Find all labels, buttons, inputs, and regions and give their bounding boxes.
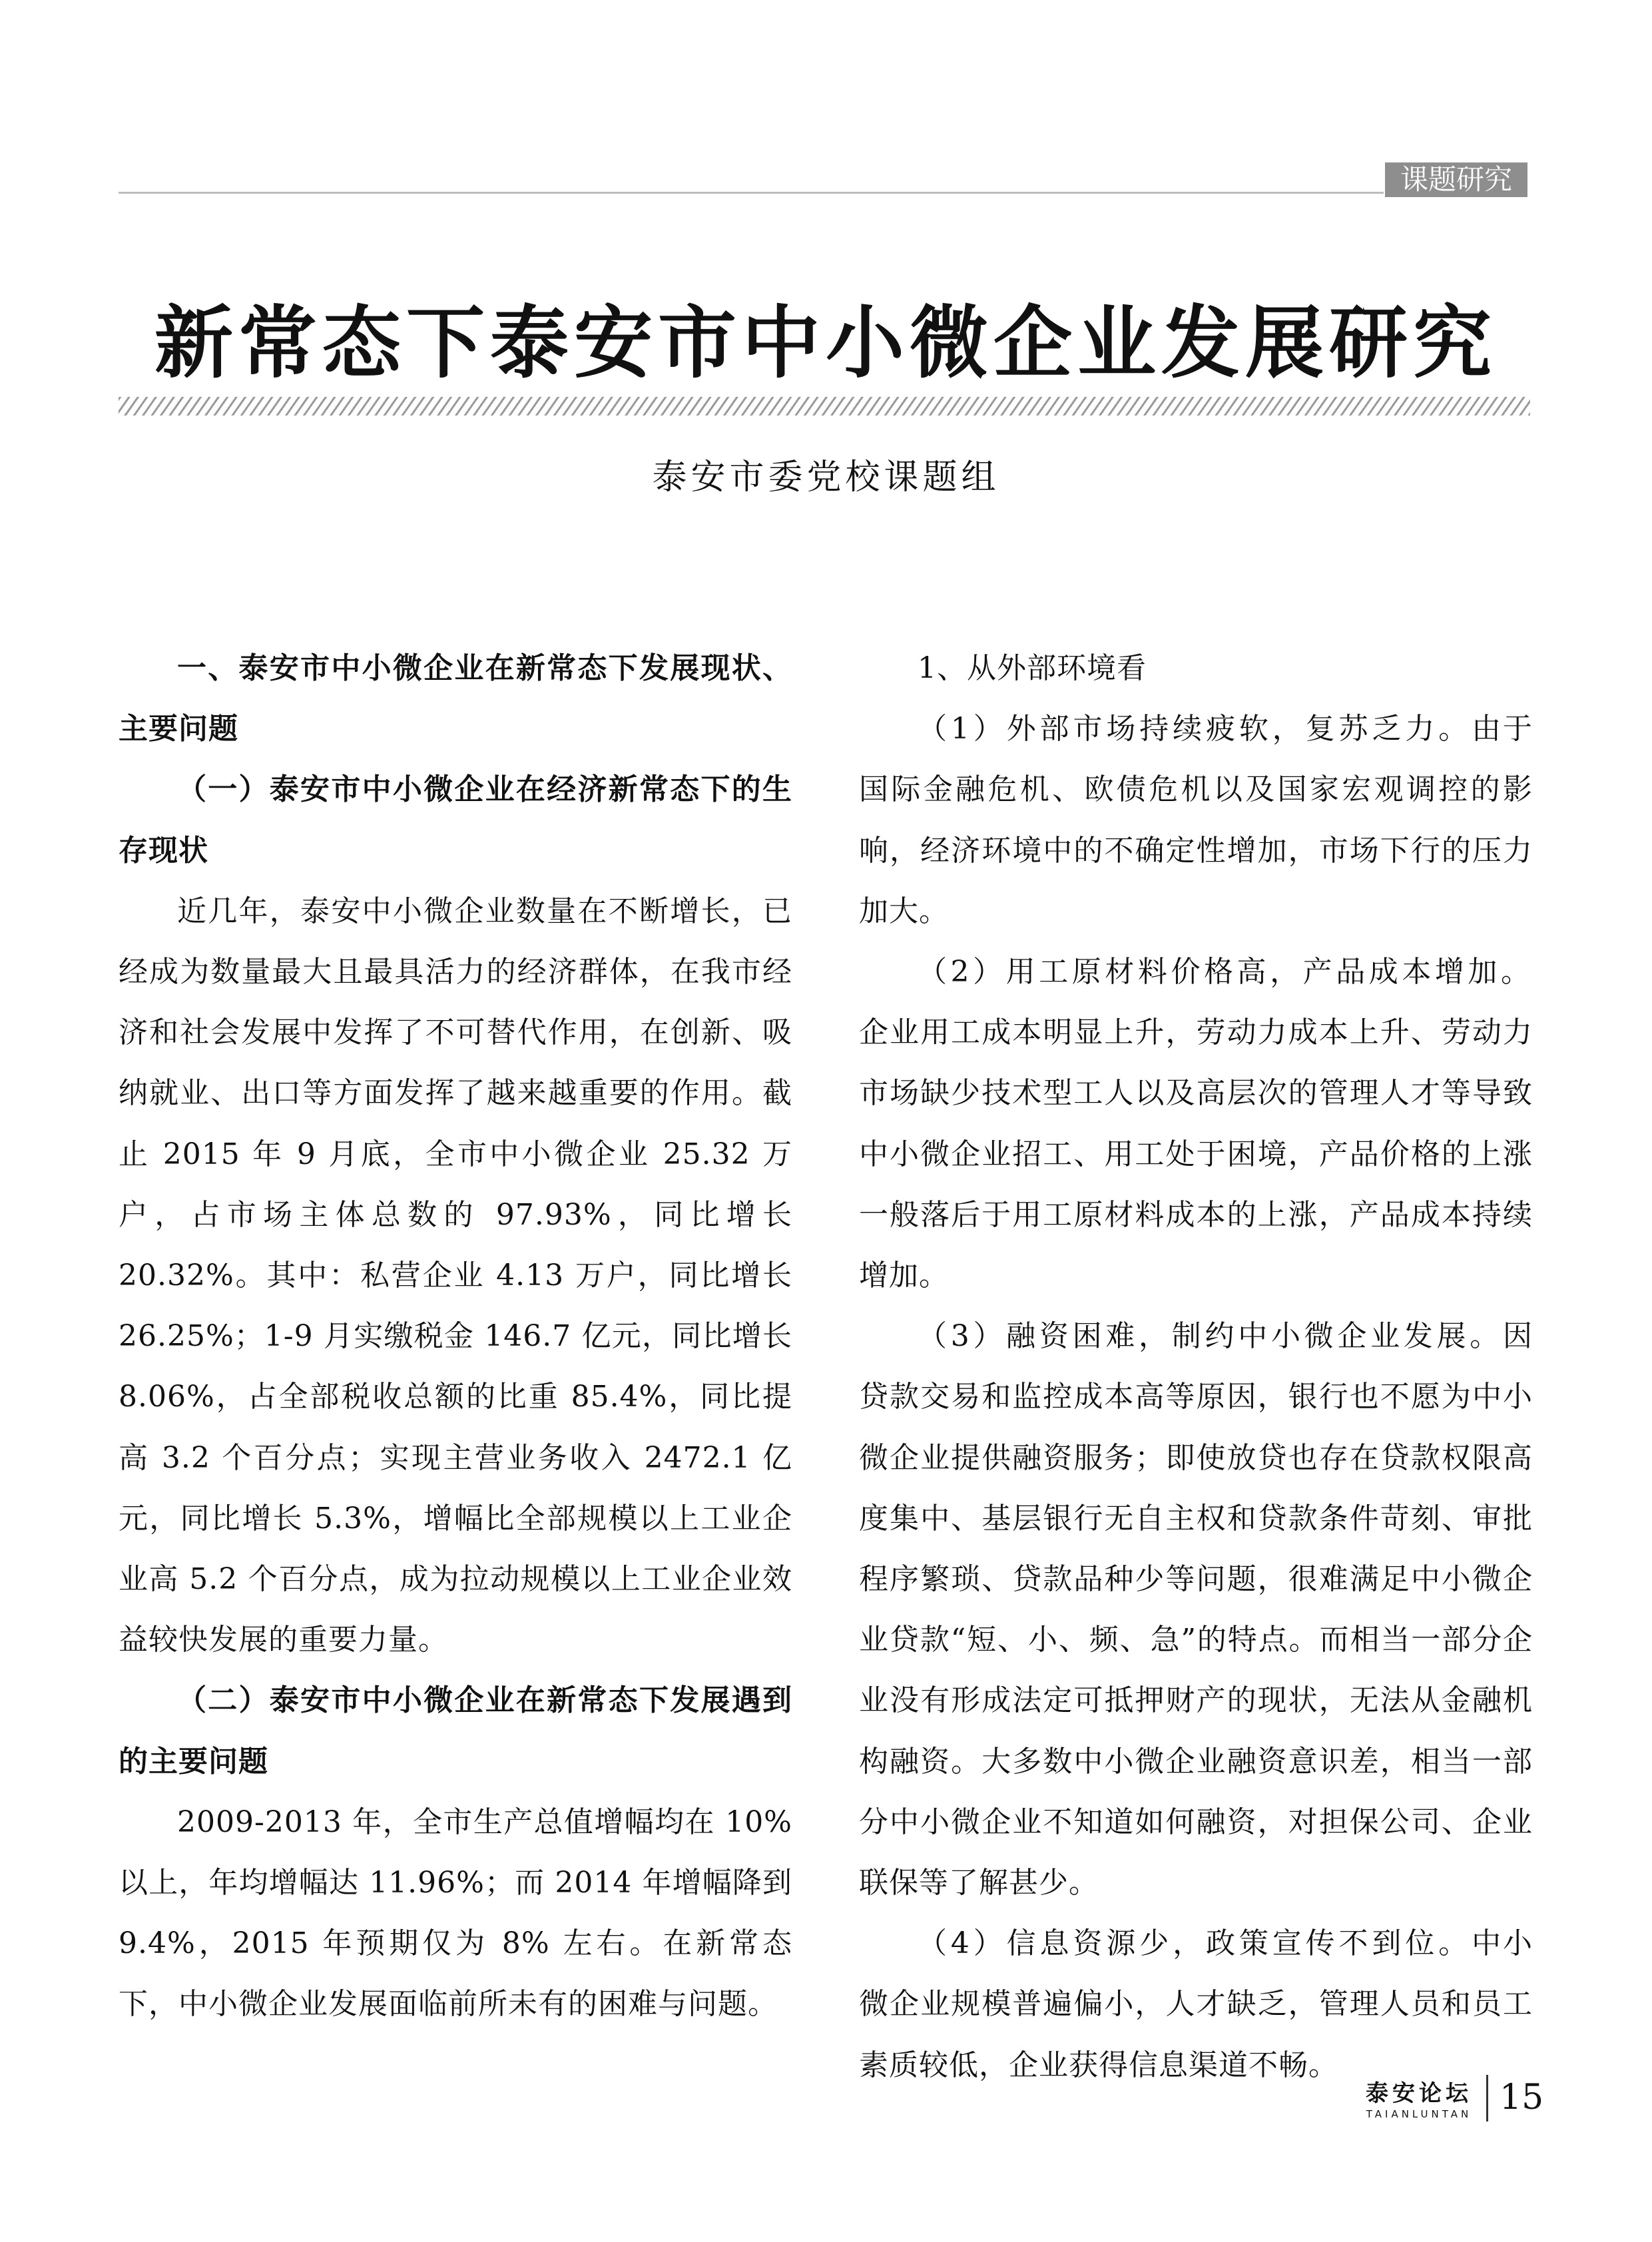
- subsection-external-environment: 1、从外部环境看: [918, 651, 1147, 685]
- subsection-heading-2: （二）泰安市中小微企业在新常态下发展遇到的主要问题: [119, 1683, 792, 1779]
- article-title: 新常态下泰安市中小微企业发展研究: [154, 297, 1497, 389]
- list-item: [859, 1913, 1533, 2096]
- item-body: 由于国际金融危机、欧债危机以及国家宏观调控的影响，经济环境中的不确定性增加，市场下行的压力加大。: [859, 712, 1533, 928]
- item-heading: （3）融资困难，制约中小微企业发展。: [918, 1319, 1503, 1354]
- list-item: [859, 699, 1533, 942]
- item-body: 因贷款交易和监控成本高等原因，银行也不愿为中小微企业提供融资服务；即使放贷也存在贷款权限高度集中、基层银行无自主权和贷款条件苛刻、审批程序繁琐、贷款品种少等问题，很难满足中小微企业贷款“短、小、频、急”的特点。而相当一部分企业没有形成法定可抵押财产的现状，无法从金融机构融资。大多数中小微企业融资意识差，相当一部分中小微企业不知道如何融资，对担保公司、企业联保等了解甚少。: [859, 1319, 1533, 1900]
- paragraph-problems: 2009-2013 年，全市生产总值增幅均在 10% 以上，年均增幅达 11.96%；而 2014 年增幅降到 9.4%，2015 年预期仅为 8% 左右。在新常态下，中小微企业发展面临前所未有的困难与问题。: [119, 1805, 792, 2022]
- journal-name: 泰安论坛: [1366, 2080, 1472, 2107]
- journal-name-pinyin: TAIANLUNTAN: [1366, 2108, 1472, 2120]
- list-item: [859, 1306, 1533, 1913]
- item-body: 企业用工成本明显上升，劳动力成本上升、劳动力市场缺少技术型工人以及高层次的管理人才等导致中小微企业招工、用工处于困境，产品价格的上涨一般落后于用工原材料成本的上涨，产品成本持续增加。: [859, 1015, 1533, 1293]
- journal-brand: [1356, 2080, 1482, 2121]
- section-heading-1: 一、泰安市中小微企业在新常态下发展现状、主要问题: [119, 651, 792, 746]
- title-hatch-divider: [119, 397, 1530, 416]
- item-heading: （1）外部市场持续疲软，复苏乏力。: [918, 712, 1472, 746]
- item-body: 中小微企业规模普遍偏小，人才缺乏，管理人员和员工素质较低，企业获得信息渠道不畅。: [859, 1926, 1533, 2082]
- item-heading: （2）用工原材料价格高，产品成本增加。: [918, 955, 1533, 989]
- list-item: [859, 942, 1533, 1306]
- paragraph-status: 近几年，泰安中小微企业数量在不断增长，已经成为数量最大且最具活力的经济群体，在我市经济和社会发展中发挥了不可替代作用，在创新、吸纳就业、出口等方面发挥了越来越重要的作用。截止 2015 年 9 月底，全市中小微企业 25.32 万户，占市场主体总数的 97.93%，同比增长 20.32%。其中：私营企业 4.13 万户，同比增长 26.25%；1-9 月实缴税金 146.7 亿元，同比增长 8.06%，占全部税收总额的比重 85.4%，同比提高 3.2 个百分点；实现主营业务收入 2472.1 亿元，同比增长 5.3%，增幅比全部规模以上工业企业高 5.2 个百分点，成为拉动规模以上工业企业效益较快发展的重要力量。: [119, 894, 792, 1657]
- header-rule: [119, 192, 1384, 194]
- item-heading: （4）信息资源少，政策宣传不到位。: [918, 1926, 1472, 1961]
- article-author: 泰安市委党校课题组: [652, 457, 1000, 497]
- section-tag: 课题研究: [1385, 162, 1527, 197]
- left-column: [119, 638, 792, 2035]
- right-column: [859, 638, 1533, 2096]
- subsection-heading-1: （一）泰安市中小微企业在经济新常态下的生存现状: [119, 772, 792, 868]
- footer-separator: [1486, 2075, 1488, 2121]
- page-number: 15: [1500, 2078, 1544, 2117]
